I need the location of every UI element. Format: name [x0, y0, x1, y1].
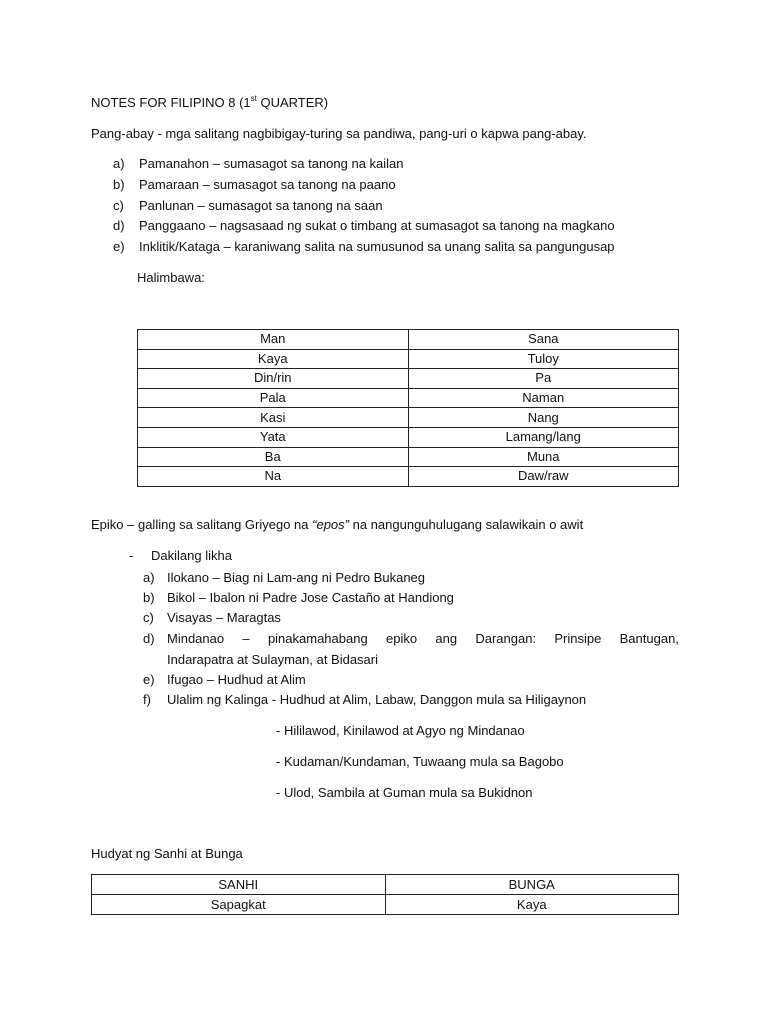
- pang-abay-definition: Pang-abay - mga salitang nagbibigay-turing sa pandiwa, pang-uri o kapwa pang-abay.: [91, 126, 587, 141]
- table-cell: Pa: [408, 369, 679, 389]
- list-item: d) Mindanao – pinakamahabang epiko ang Darangan: Prinsipe Bantugan,: [143, 631, 679, 646]
- sanhi-bunga-heading: Hudyat ng Sanhi at Bunga: [91, 846, 243, 861]
- table-cell: Kaya: [138, 349, 409, 369]
- page-title: NOTES FOR FILIPINO 8 (1st QUARTER): [91, 94, 329, 110]
- example-label: Halimbawa:: [137, 270, 205, 285]
- table-cell: Daw/raw: [408, 467, 679, 487]
- list-item: a) Ilokano – Biag ni Lam-ang ni Pedro Bukaneg: [143, 570, 426, 585]
- table-cell: Muna: [408, 447, 679, 467]
- table-cell: Naman: [408, 388, 679, 408]
- table-cell: Yata: [138, 427, 409, 447]
- table-row: [92, 895, 679, 915]
- table-row: [138, 388, 679, 408]
- table-cell: Sana: [408, 330, 679, 350]
- list-item: c) Visayas – Maragtas: [143, 610, 281, 625]
- table-row: [138, 467, 679, 487]
- list-item: b) Pamaraan – sumasagot sa tanong na paano: [113, 177, 396, 192]
- extra-epic-line: - Ulod, Sambila at Guman mula sa Bukidnon: [276, 785, 533, 800]
- extra-epic-line: - Kudaman/Kundaman, Tuwaang mula sa Bagobo: [276, 754, 564, 769]
- table-row: [138, 447, 679, 467]
- table-row: [138, 408, 679, 428]
- table-cell: Sapagkat: [92, 895, 386, 915]
- table-cell: Kasi: [138, 408, 409, 428]
- table-cell: Kaya: [385, 895, 679, 915]
- table-row: [138, 330, 679, 350]
- table-cell: Tuloy: [408, 349, 679, 369]
- table-cell: Nang: [408, 408, 679, 428]
- table-cell: Din/rin: [138, 369, 409, 389]
- table-cell: Pala: [138, 388, 409, 408]
- table-cell: Lamang/lang: [408, 427, 679, 447]
- table-row: [138, 349, 679, 369]
- table-row: [138, 427, 679, 447]
- table-cell: Na: [138, 467, 409, 487]
- inklitik-examples-table: [137, 329, 679, 487]
- table-cell: Ba: [138, 447, 409, 467]
- column-header: BUNGA: [385, 875, 679, 895]
- sanhi-bunga-table: [91, 874, 679, 915]
- list-item: e) Inklitik/Kataga – karaniwang salita na sumusunod sa unang salita sa pangungusap: [113, 239, 615, 254]
- list-item: a) Pamanahon – sumasagot sa tanong na kailan: [113, 156, 404, 171]
- list-item: b) Bikol – Ibalon ni Padre Jose Castaño at Handiong: [143, 590, 454, 605]
- list-item: f) Ulalim ng Kalinga - Hudhud at Alim, Labaw, Danggon mula sa Hiligaynon: [143, 692, 587, 707]
- table-cell: Man: [138, 330, 409, 350]
- epiko-definition: Epiko – galling sa salitang Griyego na “epos” na nangunguhulugang salawikain o awit: [91, 517, 584, 532]
- list-item: d) Panggaano – nagsasaad ng sukat o timbang at sumasagot sa tanong na magkano: [113, 218, 615, 233]
- table-row: [138, 369, 679, 389]
- column-header: SANHI: [92, 875, 386, 895]
- list-item: e) Ifugao – Hudhud at Alim: [143, 672, 306, 687]
- list-item-continuation: Indarapatra at Sulayman, at Bidasari: [167, 652, 379, 667]
- list-item: c) Panlunan – sumasagot sa tanong na saan: [113, 198, 383, 213]
- sub-heading: - Dakilang likha: [129, 548, 232, 563]
- extra-epic-line: - Hililawod, Kinilawod at Agyo ng Mindanao: [276, 723, 525, 738]
